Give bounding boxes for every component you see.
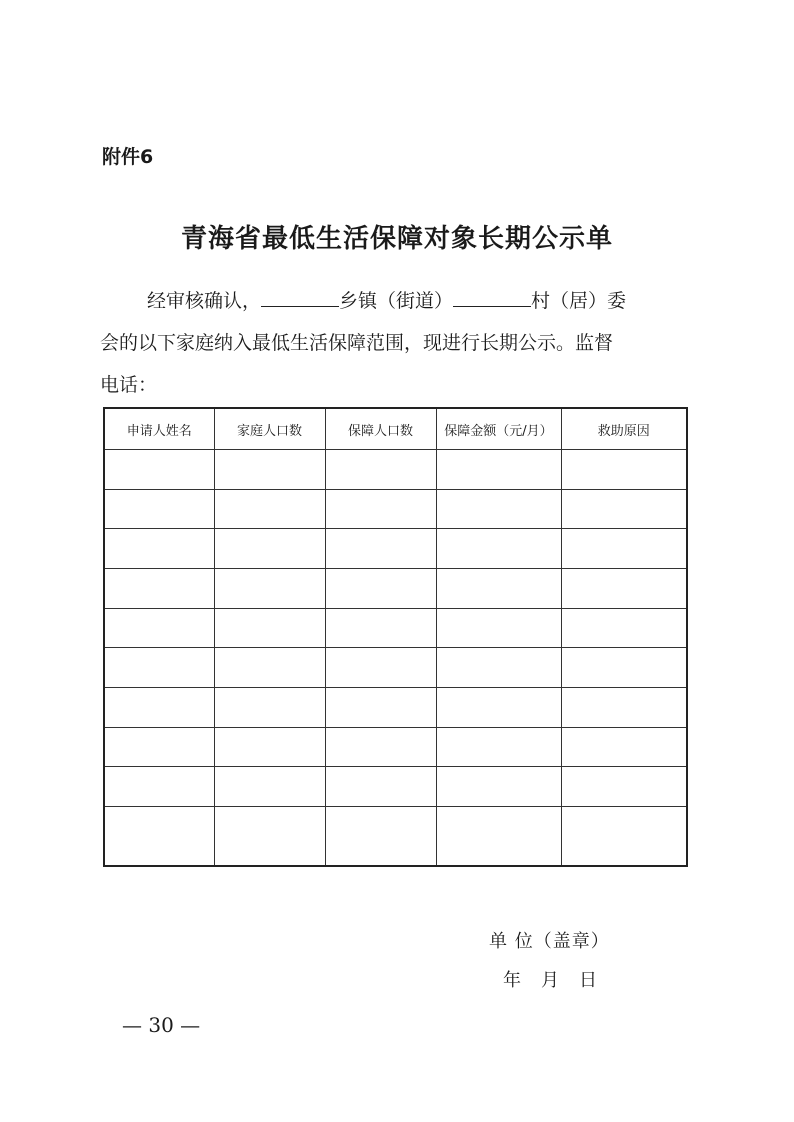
table-cell[interactable] bbox=[325, 687, 436, 727]
intro-text-village: 村（居）委 bbox=[531, 290, 627, 312]
table-cell[interactable] bbox=[325, 489, 436, 529]
header-covered-persons: 保障人口数 bbox=[325, 408, 436, 450]
table-row bbox=[104, 489, 687, 529]
page-number: — 30 — bbox=[122, 1013, 201, 1037]
table-cell[interactable] bbox=[561, 450, 687, 490]
table-row bbox=[104, 529, 687, 569]
table-cell[interactable] bbox=[561, 767, 687, 807]
table-cell[interactable] bbox=[104, 687, 214, 727]
table-cell[interactable] bbox=[436, 648, 561, 688]
table-cell[interactable] bbox=[214, 568, 325, 608]
signature-unit: 单 位（盖章） bbox=[489, 931, 610, 952]
intro-text-confirm: 经审核确认， bbox=[147, 290, 262, 312]
table-cell[interactable] bbox=[214, 727, 325, 767]
attachment-label: 附件6 bbox=[102, 146, 154, 168]
table-cell[interactable] bbox=[561, 608, 687, 648]
signature-date: 年 月 日 bbox=[503, 970, 598, 991]
header-household-size: 家庭人口数 bbox=[214, 408, 325, 450]
table-cell[interactable] bbox=[436, 727, 561, 767]
table-cell[interactable] bbox=[104, 648, 214, 688]
table-cell[interactable] bbox=[104, 608, 214, 648]
table-cell[interactable] bbox=[436, 568, 561, 608]
table-cell[interactable] bbox=[214, 806, 325, 866]
table-cell[interactable] bbox=[325, 727, 436, 767]
table-row bbox=[104, 806, 687, 866]
table-cell[interactable] bbox=[214, 608, 325, 648]
intro-line-1 bbox=[100, 286, 690, 313]
table-cell[interactable] bbox=[436, 489, 561, 529]
table-cell[interactable] bbox=[104, 489, 214, 529]
table-row bbox=[104, 568, 687, 608]
table-row bbox=[104, 648, 687, 688]
table-cell[interactable] bbox=[436, 806, 561, 866]
table-cell[interactable] bbox=[104, 568, 214, 608]
header-assistance-reason: 救助原因 bbox=[561, 408, 687, 450]
table-cell[interactable] bbox=[436, 529, 561, 569]
table-cell[interactable] bbox=[214, 450, 325, 490]
table-cell[interactable] bbox=[325, 450, 436, 490]
table-cell[interactable] bbox=[214, 529, 325, 569]
table-cell[interactable] bbox=[325, 806, 436, 866]
table-row bbox=[104, 687, 687, 727]
document-title: 青海省最低生活保障对象长期公示单 bbox=[180, 224, 613, 254]
table-cell[interactable] bbox=[214, 767, 325, 807]
town-blank bbox=[261, 288, 339, 307]
table-row bbox=[104, 727, 687, 767]
table-cell[interactable] bbox=[325, 608, 436, 648]
table-row bbox=[104, 450, 687, 490]
table-cell[interactable] bbox=[436, 450, 561, 490]
publicity-table bbox=[103, 407, 688, 867]
table-cell[interactable] bbox=[325, 767, 436, 807]
table-cell[interactable] bbox=[214, 648, 325, 688]
table-cell[interactable] bbox=[561, 727, 687, 767]
table-cell[interactable] bbox=[104, 450, 214, 490]
header-applicant-name: 申请人姓名 bbox=[104, 408, 214, 450]
table-cell[interactable] bbox=[104, 767, 214, 807]
table-cell[interactable] bbox=[561, 489, 687, 529]
intro-line-2: 会的以下家庭纳入最低生活保障范围，现进行长期公示。监督 bbox=[100, 332, 614, 354]
table-cell[interactable] bbox=[561, 568, 687, 608]
table-cell[interactable] bbox=[561, 806, 687, 866]
table-cell[interactable] bbox=[214, 489, 325, 529]
header-benefit-amount: 保障金额（元/月） bbox=[436, 408, 561, 450]
table-cell[interactable] bbox=[325, 568, 436, 608]
table-header-row bbox=[104, 408, 687, 450]
table-cell[interactable] bbox=[561, 529, 687, 569]
table-cell[interactable] bbox=[436, 687, 561, 727]
table-row bbox=[104, 767, 687, 807]
table-cell[interactable] bbox=[104, 529, 214, 569]
table-row bbox=[104, 608, 687, 648]
table-cell[interactable] bbox=[214, 687, 325, 727]
table-cell[interactable] bbox=[561, 648, 687, 688]
table-cell[interactable] bbox=[325, 529, 436, 569]
intro-line-3: 电话： bbox=[100, 374, 158, 396]
table-cell[interactable] bbox=[436, 767, 561, 807]
table-cell[interactable] bbox=[436, 608, 561, 648]
table-cell[interactable] bbox=[104, 727, 214, 767]
table-cell[interactable] bbox=[104, 806, 214, 866]
table-cell[interactable] bbox=[325, 648, 436, 688]
village-blank bbox=[453, 288, 531, 307]
intro-text-town: 乡镇（街道） bbox=[339, 290, 454, 312]
table-cell[interactable] bbox=[561, 687, 687, 727]
